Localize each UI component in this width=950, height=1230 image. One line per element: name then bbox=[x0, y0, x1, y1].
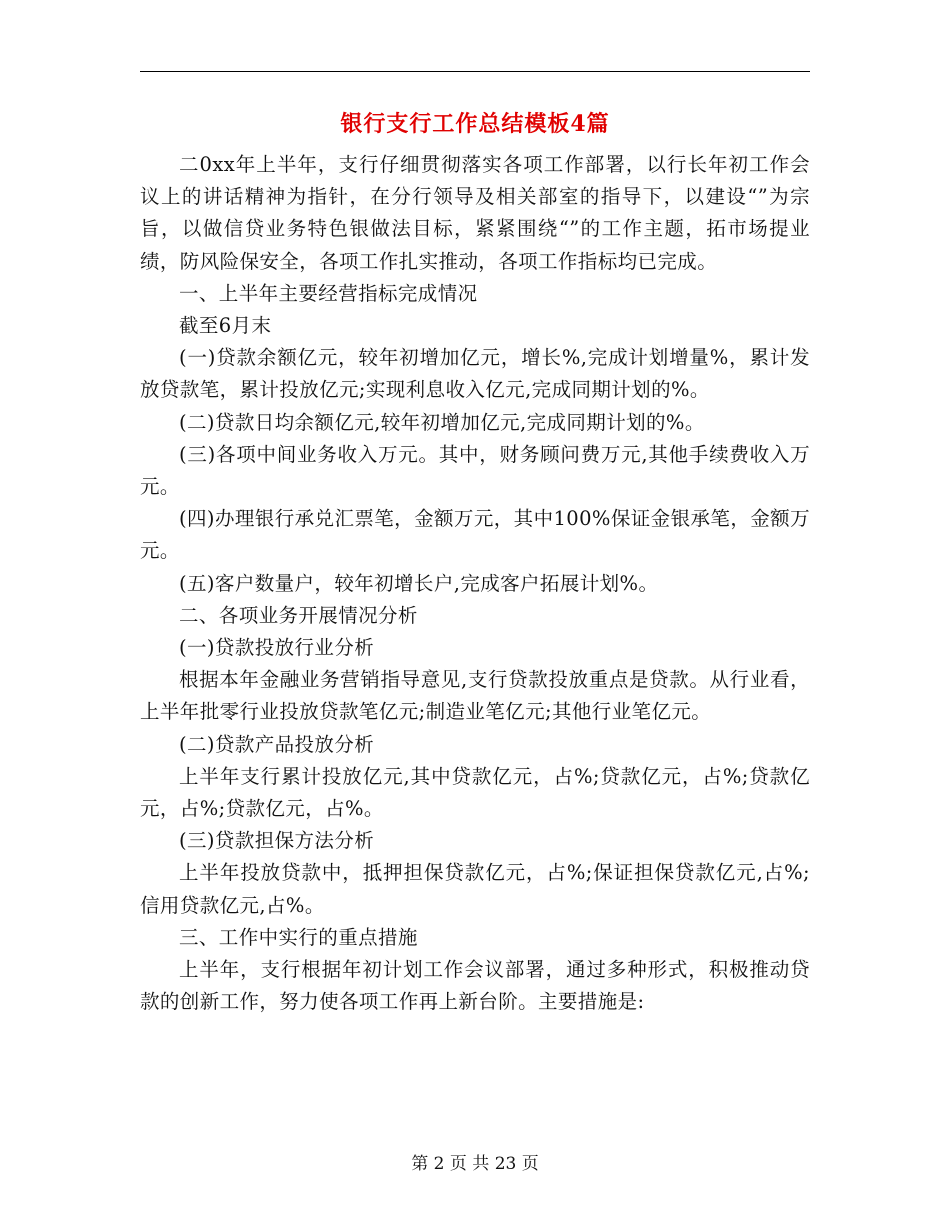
section-heading: 一、上半年主要经营指标完成情况 bbox=[179, 281, 478, 305]
paragraph: 根据本年金融业务营销指导意见,支行贷款投放重点是贷款。从行业看，上半年批零行业投放贷款笔亿元;制造业笔亿元;其他行业笔亿元。 bbox=[140, 668, 810, 724]
header-rule bbox=[140, 71, 810, 72]
paragraph: 上半年投放贷款中，抵押担保贷款亿元，占%;保证担保贷款亿元,占%;信用贷款亿元,占%。 bbox=[140, 861, 810, 917]
paragraph: (三)各项中间业务收入万元。其中，财务顾问费万元,其他手续费收入万元。 bbox=[140, 442, 810, 499]
paragraph: 上半年，支行根据年初计划工作会议部署，通过多种形式，积极推动贷款的创新工作，努力使各项工作再上新台阶。主要措施是: bbox=[140, 958, 810, 1014]
paragraph: 上半年支行累计投放亿元,其中贷款亿元，占%;贷款亿元，占%;贷款亿元，占%;贷款亿元，占%。 bbox=[140, 764, 810, 821]
paragraph: 截至6月末 bbox=[179, 314, 272, 338]
subsection-heading: (一)贷款投放行业分析 bbox=[179, 636, 375, 660]
document-title: 银行支行工作总结模板4篇 bbox=[340, 111, 610, 137]
paragraph: (五)客户数量户，较年初增长户,完成客户拓展计划%。 bbox=[179, 571, 659, 595]
paragraph: (四)办理银行承兑汇票笔，金额万元，其中100%保证金银承笔，金额万元。 bbox=[140, 507, 810, 563]
paragraph: (二)贷款日均余额亿元,较年初增加亿元,完成同期计划的%。 bbox=[179, 410, 705, 434]
paragraph: (一)贷款余额亿元，较年初增加亿元，增长%,完成计划增量%，累计发放贷款笔，累计投放亿元;实现利息收入亿元,完成同期计划的%。 bbox=[140, 346, 810, 402]
page-number-footer: 第 2 页 共 23 页 bbox=[411, 1154, 539, 1174]
subsection-heading: (二)贷款产品投放分析 bbox=[179, 732, 375, 756]
paragraph: 二0xx年上半年，支行仔细贯彻落实各项工作部署，以行长年初工作会议上的讲话精神为指针，在分行领导及相关部室的指导下，以建设“”为宗旨，以做信贷业务特色银做法目标，紧紧围绕“”的工作主题，拓市场提业绩，防风险保安全，各项工作扎实推动，各项工作指标均已完成。 bbox=[140, 153, 810, 273]
section-heading: 二、各项业务开展情况分析 bbox=[179, 603, 418, 627]
subsection-heading: (三)贷款担保方法分析 bbox=[179, 829, 375, 853]
document-body bbox=[140, 149, 810, 1018]
section-heading: 三、工作中实行的重点措施 bbox=[179, 925, 418, 949]
